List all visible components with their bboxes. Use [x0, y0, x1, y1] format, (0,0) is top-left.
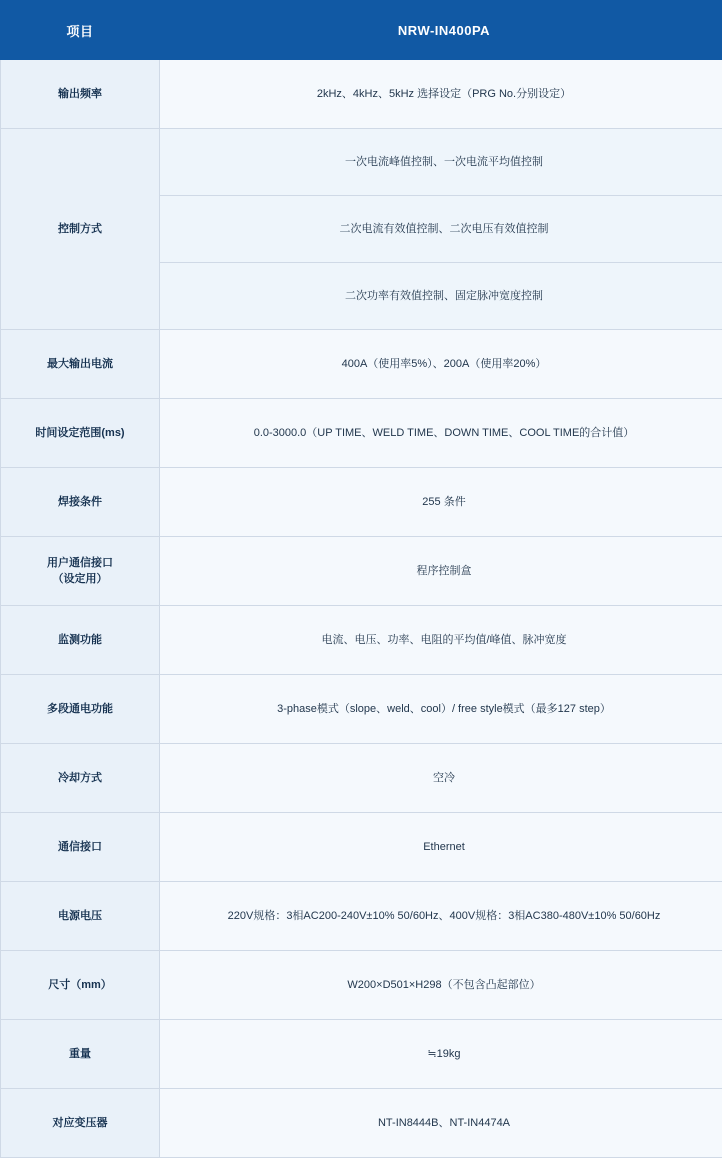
row-item-label: 通信接口	[1, 813, 160, 882]
row-value: 电流、电压、功率、电阻的平均值/峰值、脉冲宽度	[160, 606, 722, 675]
table-row	[1, 330, 722, 399]
table-header	[1, 1, 722, 60]
row-item-label-line2: （设定用）	[11, 571, 149, 588]
table-row	[1, 951, 722, 1020]
row-item-label: 监测功能	[1, 606, 160, 675]
table-row	[1, 537, 722, 606]
row-item-label: 时间设定范围(ms)	[1, 399, 160, 468]
header-item: 项目	[1, 1, 160, 60]
row-item-label: 多段通电功能	[1, 675, 160, 744]
table-row	[1, 882, 722, 951]
table-row	[1, 675, 722, 744]
row-item-label: 电源电压	[1, 882, 160, 951]
row-value: 3-phase模式（slope、weld、cool）/ free style模式（最多127 step）	[160, 675, 722, 744]
table-row	[1, 744, 722, 813]
row-item-label: 重量	[1, 1020, 160, 1089]
row-value: 220V规格：3相AC200-240V±10% 50/60Hz、400V规格：3相AC380-480V±10% 50/60Hz	[160, 882, 722, 951]
row-item-label: 冷却方式	[1, 744, 160, 813]
row-item-label: 最大输出电流	[1, 330, 160, 399]
row-value: 400A（使用率5%）、200A（使用率20%）	[160, 330, 722, 399]
table-row	[1, 1020, 722, 1089]
table-row	[1, 399, 722, 468]
row-value: 255 条件	[160, 468, 722, 537]
row-item-label: 尺寸（mm）	[1, 951, 160, 1020]
table-row	[1, 1089, 722, 1158]
header-model: NRW-IN400PA	[160, 1, 722, 60]
row-value: 2kHz、4kHz、5kHz 选择设定（PRG No.分别设定）	[160, 60, 722, 129]
row-value: 二次功率有效值控制、固定脉冲宽度控制	[160, 263, 722, 330]
table-row	[1, 813, 722, 882]
row-item-label: 焊接条件	[1, 468, 160, 537]
row-item-label: 输出频率	[1, 60, 160, 129]
row-value: Ethernet	[160, 813, 722, 882]
row-item-label: 控制方式	[1, 129, 160, 330]
row-item-label: 对应变压器	[1, 1089, 160, 1158]
row-value: W200×D501×H298（不包含凸起部位）	[160, 951, 722, 1020]
row-item-label-line1: 用户通信接口	[11, 555, 149, 572]
table-row	[1, 129, 722, 196]
header-row	[1, 1, 722, 60]
row-value: 二次电流有效值控制、二次电压有效值控制	[160, 196, 722, 263]
row-value: 0.0-3000.0（UP TIME、WELD TIME、DOWN TIME、COOL TIME的合计值）	[160, 399, 722, 468]
row-value: 空冷	[160, 744, 722, 813]
table-row	[1, 468, 722, 537]
table-row	[1, 60, 722, 129]
row-value: ≒19kg	[160, 1020, 722, 1089]
row-value: 程序控制盒	[160, 537, 722, 606]
row-value: 一次电流峰值控制、一次电流平均值控制	[160, 129, 722, 196]
table-body	[1, 60, 722, 1158]
row-value: NT-IN8444B、NT-IN4474A	[160, 1089, 722, 1158]
table-row	[1, 606, 722, 675]
row-item-label	[1, 537, 160, 606]
